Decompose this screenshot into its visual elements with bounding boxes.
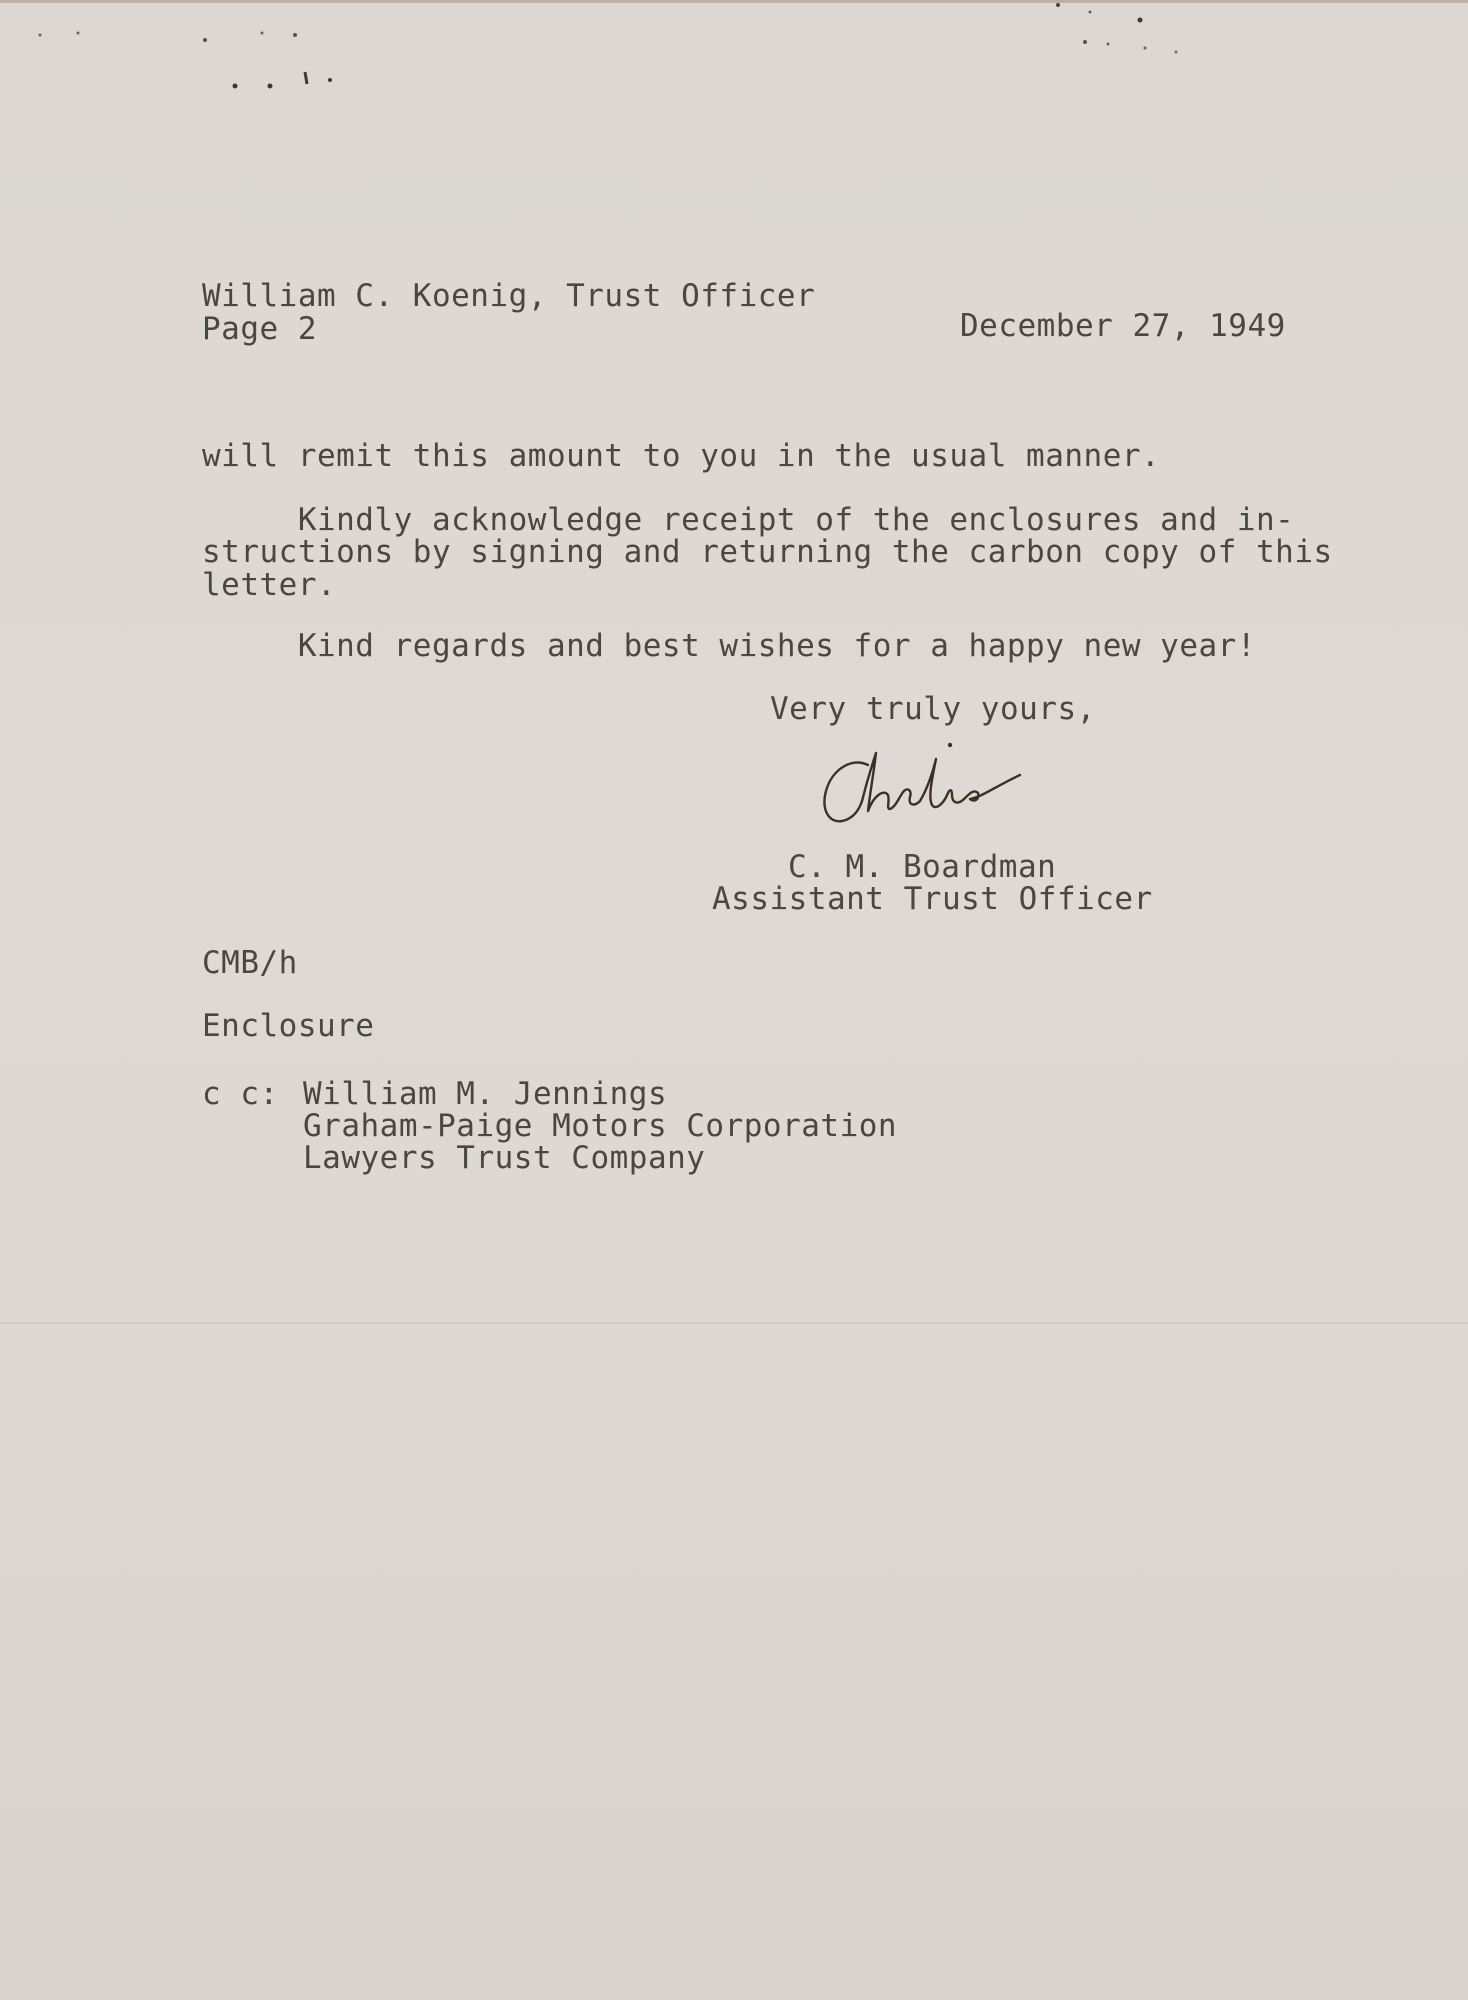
body-paragraph-2-line-2: structions by signing and returning the carbon copy of this	[202, 534, 1333, 570]
body-paragraph-2-line-1: Kindly acknowledge receipt of the enclosures and in-	[202, 502, 1295, 538]
typewriter-specks	[0, 0, 1468, 120]
closing-salutation: Very truly yours,	[770, 691, 1096, 727]
letter-date: December 27, 1949	[960, 308, 1286, 344]
typist-initials: CMB/h	[202, 945, 298, 981]
body-paragraph-1: will remit this amount to you in the usual manner.	[202, 438, 1161, 474]
paper-fold-line	[0, 1322, 1468, 1324]
handwritten-signature	[810, 735, 1030, 835]
cc-recipient: Lawyers Trust Company	[303, 1140, 706, 1176]
recipient-line: William C. Koenig, Trust Officer	[202, 278, 816, 314]
body-paragraph-3: Kind regards and best wishes for a happy new year!	[202, 628, 1256, 664]
body-paragraph-2-line-3: letter.	[202, 567, 337, 603]
signer-name: C. M. Boardman	[788, 849, 1057, 885]
cc-recipient: William M. Jennings	[303, 1076, 668, 1112]
cc-label: c c:	[202, 1076, 279, 1112]
cc-recipient: Graham-Paige Motors Corporation	[303, 1108, 898, 1144]
signer-title: Assistant Trust Officer	[712, 881, 1153, 917]
enclosure-note: Enclosure	[202, 1008, 375, 1044]
page-label: Page 2	[202, 311, 317, 347]
